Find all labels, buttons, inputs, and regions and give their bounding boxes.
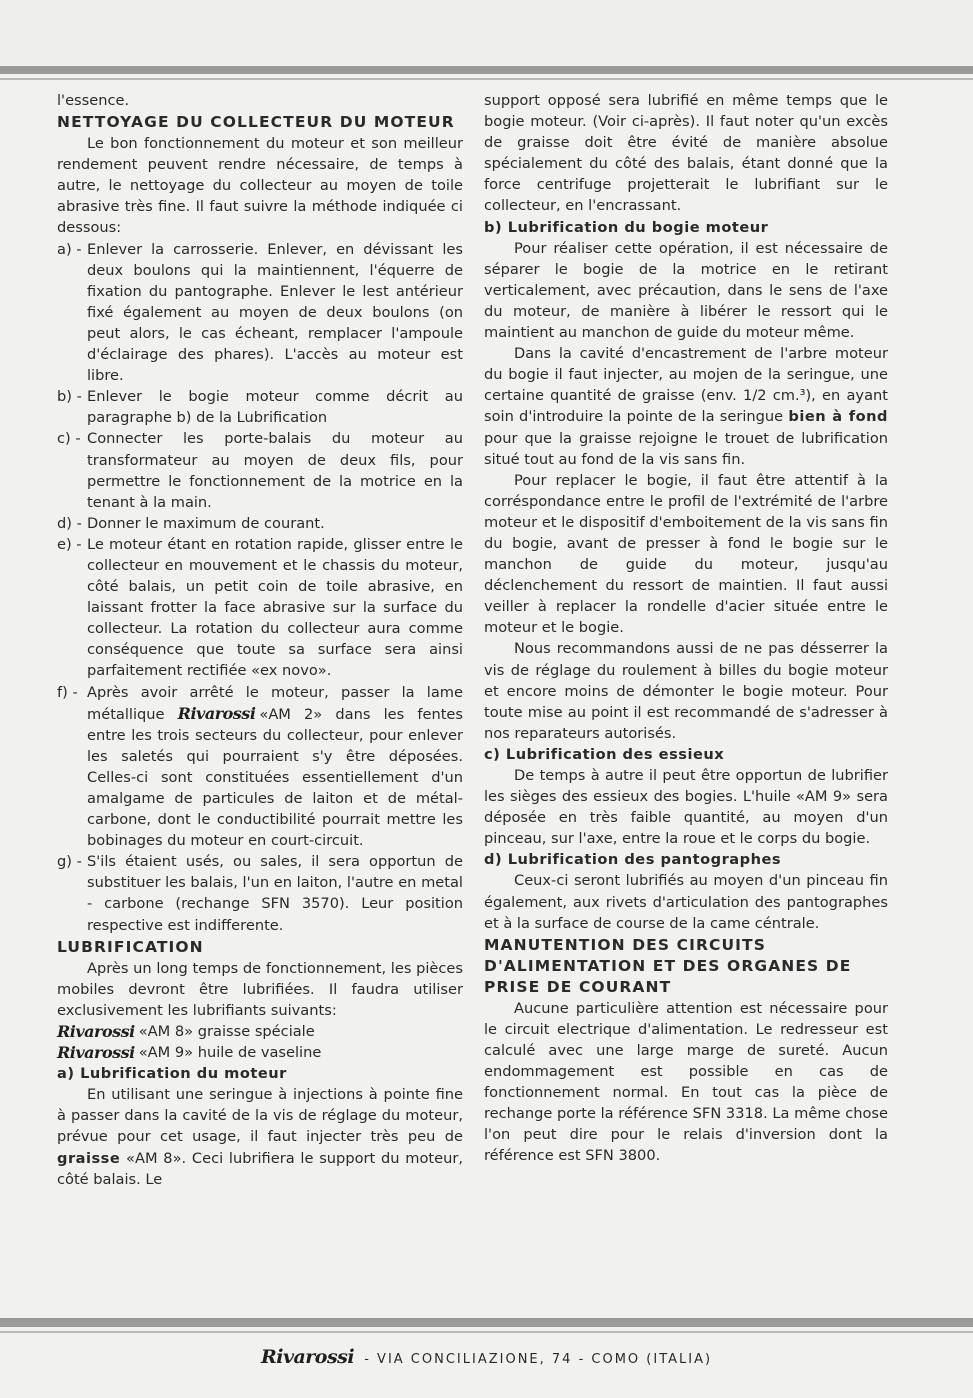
step-f-text-a: Après avoir arrêté le moteur, passer la lame métallique	[87, 683, 463, 723]
bogie-paragraph-4: Nous recommandons aussi de ne pas désserrer la vis de réglage du roulement à billes du bogie moteur et encore moins de démonter le bogie moteur. Pour toute mise au point il est recommandé de s'adresser à nos reparateurs autorisés.	[484, 640, 888, 742]
bogie-paragraph-2	[484, 343, 888, 470]
lubricant-desc: graisse spéciale	[197, 1022, 315, 1040]
step-text	[87, 682, 463, 852]
step-text: Enlever le bogie moteur comme décrit au paragraphe b) de la Lubrification	[87, 388, 463, 427]
top-rule	[0, 66, 973, 74]
pantographes-paragraph: Ceux-ci seront lubrifiés au moyen d'un pinceau fin également, aux rivets d'articulation des pantographes et à la surface de course de la came céntrale.	[484, 872, 888, 932]
step-label: b) -	[57, 388, 82, 406]
bogie-text-2: pour que la graisse rejoigne le trouet de lubrification situé tout au fond de la vis sans fin.	[484, 429, 888, 468]
step-c	[57, 428, 463, 512]
bottom-rule-thin	[0, 1331, 973, 1333]
bogie-bold: bien à fond	[788, 408, 889, 426]
lubricant-code: «AM 8»	[138, 1022, 194, 1040]
essieux-paragraph: De temps à autre il peut être opportun de lubrifier les sièges des essieux des bogies. L'huile «AM 9» sera déposée en très faible quantité, au moyen d'un pinceau, sur l'axe, entre la roue et le corps du bogie.	[484, 767, 888, 848]
step-d	[57, 513, 463, 534]
rivarossi-logo: Rivarossi	[57, 1043, 135, 1063]
intro-paragraph: Le bon fonctionnement du moteur et son meilleur rendement peuvent rendre nécessaire, de temps à autre, le nettoyage du collecteur au moyen de toile abrasive très fine. Il faut suivre la méthode indiquée ci dessous:	[57, 135, 463, 237]
heading-collecteur: NETTOYAGE DU COLLECTEUR DU MOTEUR	[57, 113, 455, 132]
step-label: e) -	[57, 535, 82, 553]
continued-paragraph: support opposé sera lubrifié en même temps que le bogie moteur. (Voir ci-après). Il faut noter qu'un excès de graisse doit être évité de manière absolue spécialement du côté des balais, étant donné que la force centrifuge projetterait le lubrifiant sur le collecteur, en l'encrassant.	[484, 92, 888, 215]
lub-moteur-paragraph	[57, 1084, 463, 1189]
lubrification-paragraph: Après un long temps de fonctionnement, les pièces mobiles devront être lubrifiées. Il faudra utiliser exclusivement les lubrifiants suivants:	[57, 959, 463, 1019]
lub-moteur-text-1: En utilisant une seringue à injections à pointe fine à passer dans la cavité de la vis de réglage du moteur, prévue pour cet usage, il faut injecter très peu de	[57, 1086, 463, 1146]
step-f	[57, 682, 463, 852]
step-label: c) -	[57, 430, 81, 448]
step-b	[57, 386, 463, 428]
bogie-paragraph-1: Pour réaliser cette opération, il est nécessaire de séparer le bogie de la motrice en le retirant verticalement, avec précaution, dans le sens de l'axe du moteur, de manière à libérer le ressort qui le maintient au manchon de guide du moteur même.	[484, 239, 888, 342]
heading-lub-bogie: b) Lubrification du bogie moteur	[484, 218, 769, 236]
heading-lub-moteur: a) Lubrification du moteur	[57, 1065, 287, 1083]
lubricant-desc: huile de vaseline	[197, 1044, 322, 1062]
right-column	[484, 90, 888, 1167]
step-text: Connecter les porte-balais du moteur au transformateur au moyen de deux fils, pour permettre le fonctionnement de la motrice en la tenant à la main.	[87, 430, 463, 511]
step-a	[57, 239, 463, 387]
step-e	[57, 534, 463, 682]
step-text: Le moteur étant en rotation rapide, glisser entre le collecteur en mouvement et le chassis du moteur, côté balais, un petit coin de toile abrasive, en laissant frotter la face abrasive sur la surface du collecteur. La rotation du collecteur aura comme conséquence que toute sa surface sera ainsi parfaitement rectifiée «ex novo».	[87, 535, 463, 680]
step-g	[57, 851, 463, 935]
rivarossi-logo: Rivarossi	[57, 1021, 135, 1041]
step-label: f) -	[57, 683, 78, 701]
top-rule-thin	[0, 78, 973, 80]
step-text: S'ils étaient usés, ou sales, il sera opportun de substituer les balais, l'un en laiton, l'autre en metal - carbone (rechange SFN 3570). Leur position respective est indifferente.	[87, 853, 463, 934]
rivarossi-logo: Rivarossi	[260, 1346, 355, 1368]
lubricant-code: «AM 9»	[138, 1044, 194, 1062]
rivarossi-logo: Rivarossi	[177, 703, 256, 723]
lubricant-item	[57, 1042, 463, 1063]
step-text: Enlever la carrosserie. Enlever, en dévissant les deux boulons qui la maintiennent, l'équerre de fixation du pantographe. Enlever le lest antérieur fixé également au moyen de deux boulons (on peut alors, le cas écheant, remplacer l'ampoule d'éclairage des phares). L'accès au moteur est libre.	[87, 240, 463, 385]
top-margin	[0, 0, 973, 66]
left-column	[57, 90, 463, 1190]
bottom-rule	[0, 1318, 973, 1327]
lub-moteur-bold: graisse	[57, 1149, 121, 1167]
step-f-text-b: «AM 2» dans les fentes entre les trois secteurs du collecteur, pour enlever les saletés qui pourraient s'y être déposées. Celles-ci sont constituées essentiellement d'un amalgame de particules de laiton et de métal-carbone, dont le conductibilité pourrait mettre les bobinages du moteur en court-circuit.	[87, 705, 464, 850]
lubricant-item	[57, 1021, 463, 1042]
bogie-paragraph-3: Pour replacer le bogie, il faut être attentif à la corréspondance entre le profil de l'extrémité de l'arbre moteur et le dispositif d'emboitement de la vis sans fin du bogie, avant de presser à fond le bogie sur le manchon de guide du moteur, jusqu'au déclenchement du ressort de maintien. Il faut aussi veiller à replacer la rondelle d'acier située entre le moteur et le bogie.	[484, 471, 888, 637]
footer	[0, 1346, 973, 1368]
heading-lubrification: LUBRIFICATION	[57, 937, 204, 956]
heading-manutention: MANUTENTION DES CIRCUITS D'ALIMENTATION ET DES ORGANES DE PRISE DE COURANT	[484, 935, 852, 996]
step-label: g) -	[57, 853, 82, 871]
step-label: d) -	[57, 514, 82, 532]
heading-lub-pantographes: d) Lubrification des pantographes	[484, 851, 782, 869]
continuation-line: l'essence.	[57, 92, 130, 109]
lub-moteur-text-2: «AM 8». Ceci lubrifiera le support du moteur, côté balais. Le	[57, 1149, 464, 1188]
heading-lub-essieux: c) Lubrification des essieux	[484, 745, 725, 763]
manutention-paragraph: Aucune particulière attention est nécessaire pour le circuit electrique d'alimentation. Le redresseur est calculé avec une large marge de sureté. Aucun endommagement est possible en cas de fonctionnement normal. En tout cas la pièce de rechange porte la référence SFN 3318. La même chose l'on peut dire pour le relais d'inversion dont la référence est SFN 3800.	[484, 999, 888, 1165]
footer-address: - VIA CONCILIAZIONE, 74 - COMO (ITALIA)	[364, 1352, 713, 1367]
step-text: Donner le maximum de courant.	[87, 514, 325, 532]
step-label: a) -	[57, 240, 82, 258]
bogie-text-1: Dans la cavité d'encastrement de l'arbre moteur du bogie il faut injecter, au mojen de la seringue, une certaine quantité de graisse (env. 1/2 cm.³), en ayant soin d'introduire la pointe de la seringue	[484, 345, 888, 426]
